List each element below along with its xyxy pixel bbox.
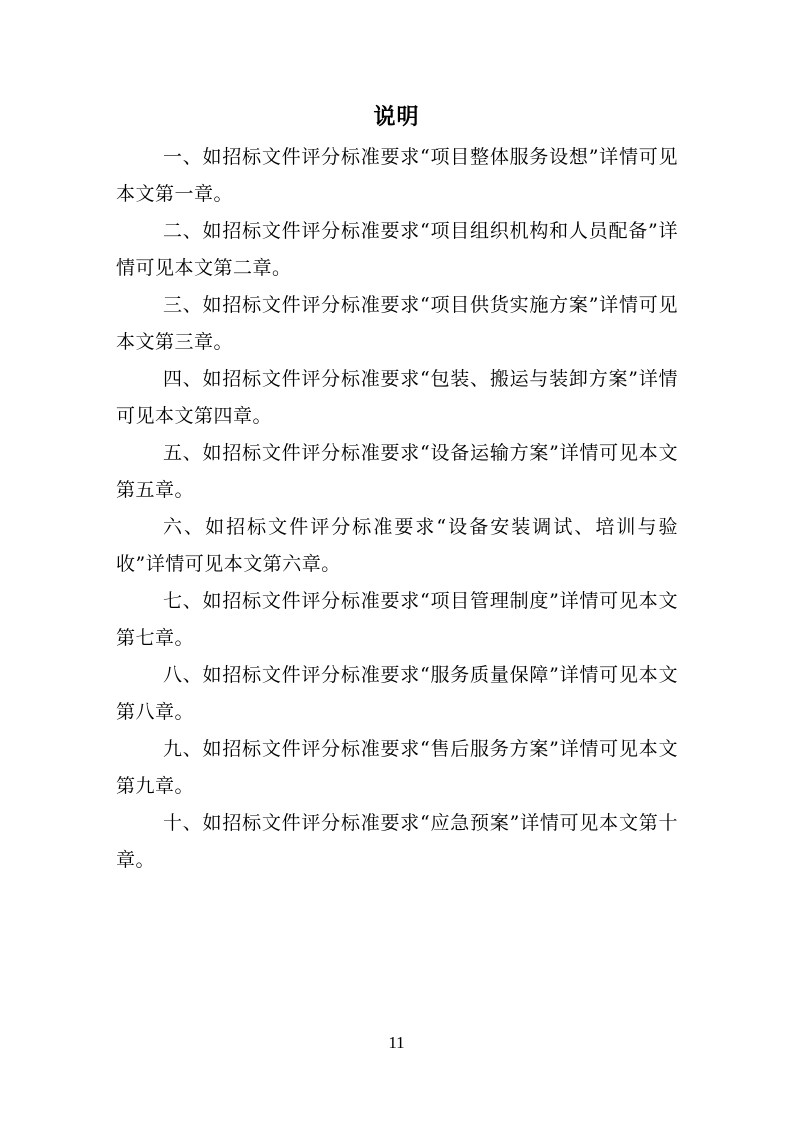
paragraph-10: 十、如招标文件评分标准要求“应急预案”详情可见本文第十章。: [116, 812, 678, 871]
document-title: 说明: [373, 104, 420, 130]
paragraph-7: 七、如招标文件评分标准要求“项目管理制度”详情可见本文第七章。: [116, 590, 678, 649]
page-number: 11: [388, 1033, 405, 1052]
paragraph-5: 五、如招标文件评分标准要求“设备运输方案”详情可见本文第五章。: [116, 442, 678, 501]
paragraph-4: 四、如招标文件评分标准要求“包装、搬运与装卸方案”详情可见本文第四章。: [116, 368, 678, 427]
paragraph-8: 八、如招标文件评分标准要求“服务质量保障”详情可见本文第八章。: [116, 664, 678, 723]
paragraph-2: 二、如招标文件评分标准要求“项目组织机构和人员配备”详情可见本文第二章。: [116, 220, 678, 279]
paragraph-6: 六、如招标文件评分标准要求“设备安装调试、培训与验收”详情可见本文第六章。: [116, 516, 678, 575]
document-body: [116, 139, 678, 879]
paragraph-9: 九、如招标文件评分标准要求“售后服务方案”详情可见本文第九章。: [116, 738, 678, 797]
paragraph-1: 一、如招标文件评分标准要求“项目整体服务设想”详情可见本文第一章。: [116, 146, 678, 205]
paragraph-3: 三、如招标文件评分标准要求“项目供货实施方案”详情可见本文第三章。: [116, 294, 678, 353]
